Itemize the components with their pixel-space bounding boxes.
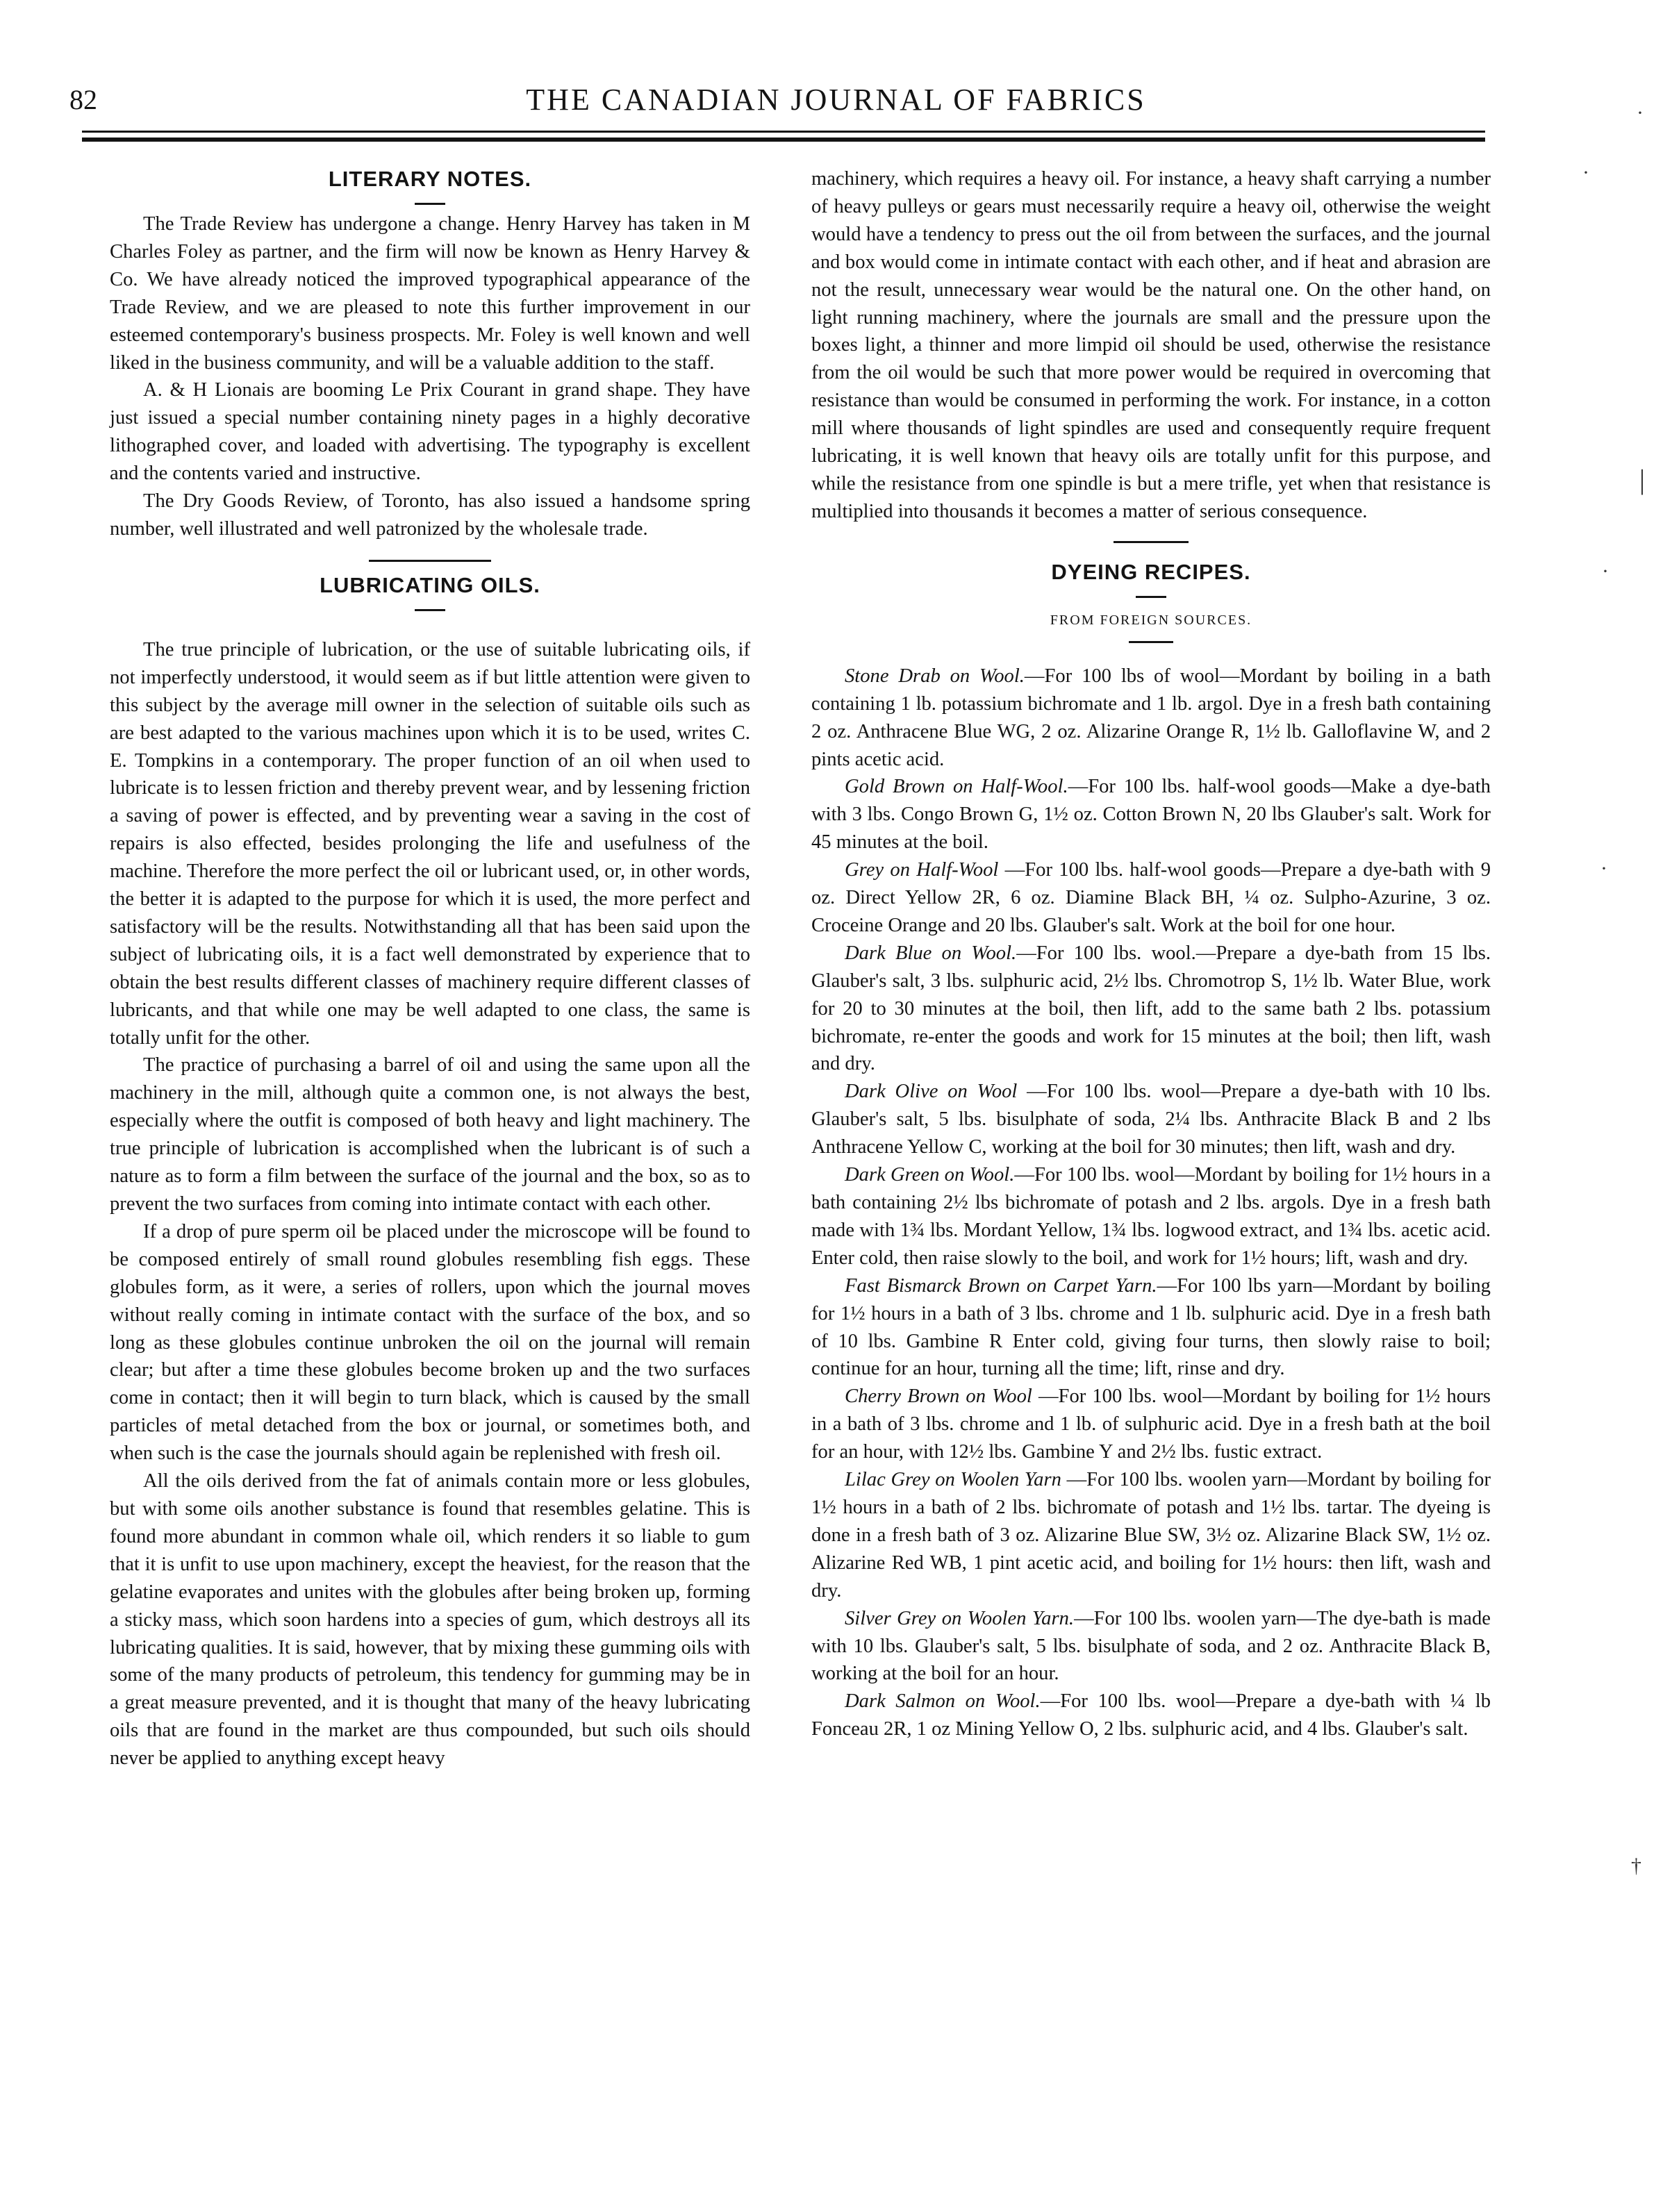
recipe-text: —For 100 lbs yarn—Mordant by boiling for 1½ hours in a bath of 3 lbs. chrome and 1 lb. sulphuric acid. Dye in a fresh bath of 10 lbs. Gambine R Enter cold, giving four turns, then slowly raise to boil; continue for an hour, turning all the time; lift, rinse and dry. bbox=[811, 1274, 1491, 1380]
journal-title: THE CANADIAN JOURNAL OF FABRICS bbox=[526, 83, 1146, 117]
dyeing-recipes-heading: DYEING RECIPES. bbox=[1051, 559, 1251, 584]
page-number: 82 bbox=[69, 84, 97, 115]
recipe-title: Gold Brown on Half-Wool. bbox=[845, 776, 1068, 798]
recipe-text: —For 100 lbs. wool—Mordant by boiling for 1½ hours in a bath containing 2½ lbs bichromate of potash and 2 lbs. argols. Dye in a fresh bath made with 1¾ lbs. Mordant Yellow, 1¾ lbs. logwood extract, and 1¾ lbs. acetic acid. Enter cold, then raise slowly to the boil, and work for 1½ hours; lift, wash and dry. bbox=[811, 1164, 1491, 1269]
recipe-title: Dark Green on Wool. bbox=[845, 1164, 1015, 1186]
header-rule-thin bbox=[82, 131, 1485, 133]
recipe-text: —For 100 lbs. wool—Prepare a dye-bath with 10 lbs. Glauber's salt, 5 lbs. bisulphate of soda, 2¼ lbs. Anthracite Black B and 2 lbs Anthracene Yellow C, working at the boil for 30 minutes; then lift, wash and dry. bbox=[811, 1081, 1491, 1158]
recipe-paragraph bbox=[811, 1078, 1491, 1161]
lubricating-oils-continuation: machinery, which requires a heavy oil. For instance, a heavy shaft carrying a number of heavy pulleys or gears must necessarily require a heavy oil, otherwise the weight would have a tendency to press out the oil from between the surfaces, and the journal and box would come in intimate contact with each other, and if heat and abrasion are not the result, unnecessary wear would be the natural one. On the other hand, on light running machinery, where the journals are small and the pressure upon the boxes light, a thinner and more limpid oil should be used, otherwise the resistance from the oil would be such that more power would be required in overcoming that resistance than would be consumed in performing the work. For instance, in a cotton mill where thousands of light spindles are used and consequently require frequent lubricating, it is well known that heavy oils are totally unfit for this purpose, and while the resistance from one spindle is but a mere trifle, yet when that resistance is multiplied into thousands it becomes a matter of serious consequence. bbox=[811, 168, 1491, 522]
recipe-title: Silver Grey on Woolen Yarn. bbox=[845, 1607, 1075, 1629]
recipe-text: —For 100 lbs. half-wool goods—Prepare a dye-bath with 9 oz. Direct Yellow 2R, 6 oz. Diamine Black BH, ¼ oz. Sulpho-Azurine, 3 oz. Croceine Orange and 20 lbs. Glauber's salt. Work at the boil for one hour. bbox=[811, 859, 1491, 936]
recipe-title: Grey on Half-Wool bbox=[845, 859, 999, 881]
recipe-paragraph bbox=[811, 1605, 1491, 1688]
recipe-paragraph bbox=[811, 1272, 1491, 1383]
margin-speck: · bbox=[1600, 857, 1607, 880]
recipe-text: —For 100 lbs. woolen yarn—Mordant by boiling for 1½ hours in a bath of 2 lbs. bichromate of potash and 1½ lbs. tartar. The dyeing is done in a fresh bath of 3 oz. Alizarine Blue SW, 3½ oz. Alizarine Black SW, 1½ oz. Alizarine Red WB, 1 pint acetic acid, and boiling for 1½ hours: then lift, wash and dry. bbox=[811, 1469, 1491, 1602]
header-rule-thick bbox=[82, 138, 1485, 142]
recipe-paragraph bbox=[811, 940, 1491, 1079]
recipe-text: —For 100 lbs. wool—Prepare a dye-bath with ¼ lb Fonceau 2R, 1 oz Mining Yellow O, 2 lbs. sulphuric acid, and 4 lbs. Glauber's salt. bbox=[811, 1690, 1491, 1740]
recipe-title: Cherry Brown on Wool bbox=[845, 1386, 1032, 1408]
recipe-title: Dark Olive on Wool bbox=[845, 1081, 1018, 1103]
dyeing-recipes-subheading: FROM FOREIGN SOURCES. bbox=[1050, 612, 1252, 628]
recipe-paragraph bbox=[811, 1466, 1491, 1605]
recipe-title: Dark Blue on Wool. bbox=[845, 942, 1017, 964]
recipe-paragraph bbox=[811, 773, 1491, 856]
lubricating-oils-paragraph: The true principle of lubrication, or the use of suitable lubricating oils, if not imperfectly understood, it would seem as if but little attention were given to this subject by the average mill owner in the selection of suitable oils such as are best adapted to the various machines upon which it is to be used, writes C. E. Tompkins in a contemporary. The proper function of an oil when used to lubricate is to lessen friction and thereby prevent wear, and by lessening friction a saving of power is effected, and by preventing wear a saving in the cost of repairs is also effected, besides prolonging the life and usefulness of the machine. Therefore the more perfect the oil or lubricant used, or, in other words, the better it is adapted to the purpose for which it is used, the more perfect and satisfactory will be the results. Notwithstanding all that has been said upon the subject of lubricating oils, it is a fact well demonstrated by experience that to obtain the best results different classes of machinery require different classes of lubricants, and that while one may be well adapted to one class, the same is totally unfit for the other. bbox=[110, 638, 750, 1049]
margin-speck: | bbox=[1639, 464, 1646, 495]
lubricating-oils-heading: LUBRICATING OILS. bbox=[320, 572, 540, 597]
recipe-text: —For 100 lbs. woolen yarn—The dye-bath is made with 10 lbs. Glauber's salt, 5 lbs. bisulphate of soda, and 2 oz. Anthracite Black B, working at the boil for an hour. bbox=[811, 1607, 1491, 1685]
right-column bbox=[811, 165, 1491, 1743]
literary-notes-heading: LITERARY NOTES. bbox=[328, 167, 532, 191]
margin-speck: † bbox=[1631, 1854, 1641, 1877]
lubricating-oils-paragraph: If a drop of pure sperm oil be placed under the microscope will be found to be composed entirely of small round globules resembling fish eggs. These globules form, as it were, a series of rollers, upon which the journal moves without really coming in intimate contact with the surface of the box, and so long as these globules continue unbroken the oil on the journal will remain clear; but after a time these globules become broken up and the two surfaces come in contact; then it will begin to turn black, which is caused by the small particles of metal detached from the box or journal, or sometimes both, and when such is the case the journals should again be replenished with fresh oil. bbox=[110, 1220, 750, 1465]
margin-speck: · bbox=[1602, 560, 1609, 583]
recipe-text: —For 100 lbs. wool—Mordant by boiling for 1½ hours in a bath of 3 lbs. chrome and 1 lb. of sulphuric acid. Dye in a fresh bath at the boil for an hour, with 12½ lbs. Gambine Y and 2½ lbs. fustic extract. bbox=[811, 1386, 1491, 1463]
left-column bbox=[110, 165, 750, 1772]
recipe-text: —For 100 lbs. wool.—Prepare a dye-bath from 15 lbs. Glauber's salt, 3 lbs. sulphuric acid, 2½ lbs. Chromotrop S, 1½ lb. Water Blue, work for 20 to 30 minutes at the boil, then lift, add to the same bath 2 lbs. potassium bichromate, re-enter the goods and work for 15 minutes at the boil; then lift, wash and dry. bbox=[811, 942, 1491, 1075]
margin-speck: · bbox=[1582, 161, 1589, 184]
recipe-text: —For 100 lbs of wool—Mordant by boiling in a bath containing 1 lb. potassium bichromate and 1 lb. argol. Dye in a fresh bath containing 2 oz. Anthracene Blue WG, 2 oz. Alizarine Orange R, 1½ lb. Galloflavine W, and 2 pints acetic acid. bbox=[811, 665, 1491, 770]
recipe-paragraph bbox=[811, 1383, 1491, 1466]
margin-speck: · bbox=[1637, 101, 1644, 124]
recipe-text: —For 100 lbs. half-wool goods—Make a dye-bath with 3 lbs. Congo Brown G, 1½ oz. Cotton Brown N, 20 lbs Glauber's salt. Work for 45 minutes at the boil. bbox=[811, 776, 1491, 854]
recipe-paragraph bbox=[811, 1161, 1491, 1272]
literary-notes-paragraph: The Dry Goods Review, of Toronto, has also issued a handsome spring number, well illustrated and well patronized by the wholesale trade. bbox=[110, 490, 750, 540]
heading-rule bbox=[1136, 596, 1166, 598]
recipe-paragraph bbox=[811, 856, 1491, 940]
section-divider bbox=[1114, 541, 1189, 543]
section-divider bbox=[369, 560, 491, 562]
recipe-title: Lilac Grey on Woolen Yarn bbox=[845, 1469, 1061, 1491]
recipe-title: Fast Bismarck Brown on Carpet Yarn. bbox=[845, 1274, 1157, 1297]
literary-notes-paragraph: The Trade Review has undergone a change. Henry Harvey has taken in M Charles Foley as partner, and the firm will now be known as Henry Harvey & Co. We have already noticed the improved typographical appearance of the Trade Review, and we are pleased to note this further improvement in our esteemed contemporary's business prospects. Mr. Foley is well known and well liked in the business community, and will be a valuable addition to the staff. bbox=[110, 213, 750, 374]
recipe-paragraph bbox=[811, 1688, 1491, 1743]
recipe-paragraph bbox=[811, 663, 1491, 774]
literary-notes-paragraph: A. & H Lionais are booming Le Prix Courant in grand shape. They have just issued a special number containing ninety pages in a highly decorative lithographed cover, and loaded with advertising. The typography is excellent and the contents varied and instructive. bbox=[110, 379, 750, 485]
lubricating-oils-paragraph: All the oils derived from the fat of animals contain more or less globules, but with some oils another substance is found that resembles gelatine. This is found more abundant in common whale oil, which renders it so liable to gum that it is unfit to use upon machinery, except the heaviest, for the reason that the gelatine evaporates and unites with the globules after being broken up, forming a sticky mass, which soon hardens into a species of gum, which destroys all its lubricating qualities. It is said, however, that by mixing these gumming oils with some of the many products of petroleum, this tendency for gumming may be in a great measure prevented, and it is thought that many of the heavy lubricating oils that are found in the market are thus compounded, but such oils should never be applied to anything except heavy bbox=[110, 1470, 750, 1770]
recipe-title: Stone Drab on Wool. bbox=[845, 665, 1025, 687]
lubricating-oils-paragraph: The practice of purchasing a barrel of oil and using the same upon all the machinery in the mill, although quite a common one, is not always the best, especially where the outfit is composed of both heavy and light machinery. The true principle of lubrication is accomplished when the lubricant is of such a nature as to form a film between the surface of the journal and the box, so as to prevent the two surfaces from coming into intimate contact with each other. bbox=[110, 1054, 750, 1215]
recipe-title: Dark Salmon on Wool. bbox=[845, 1690, 1041, 1713]
